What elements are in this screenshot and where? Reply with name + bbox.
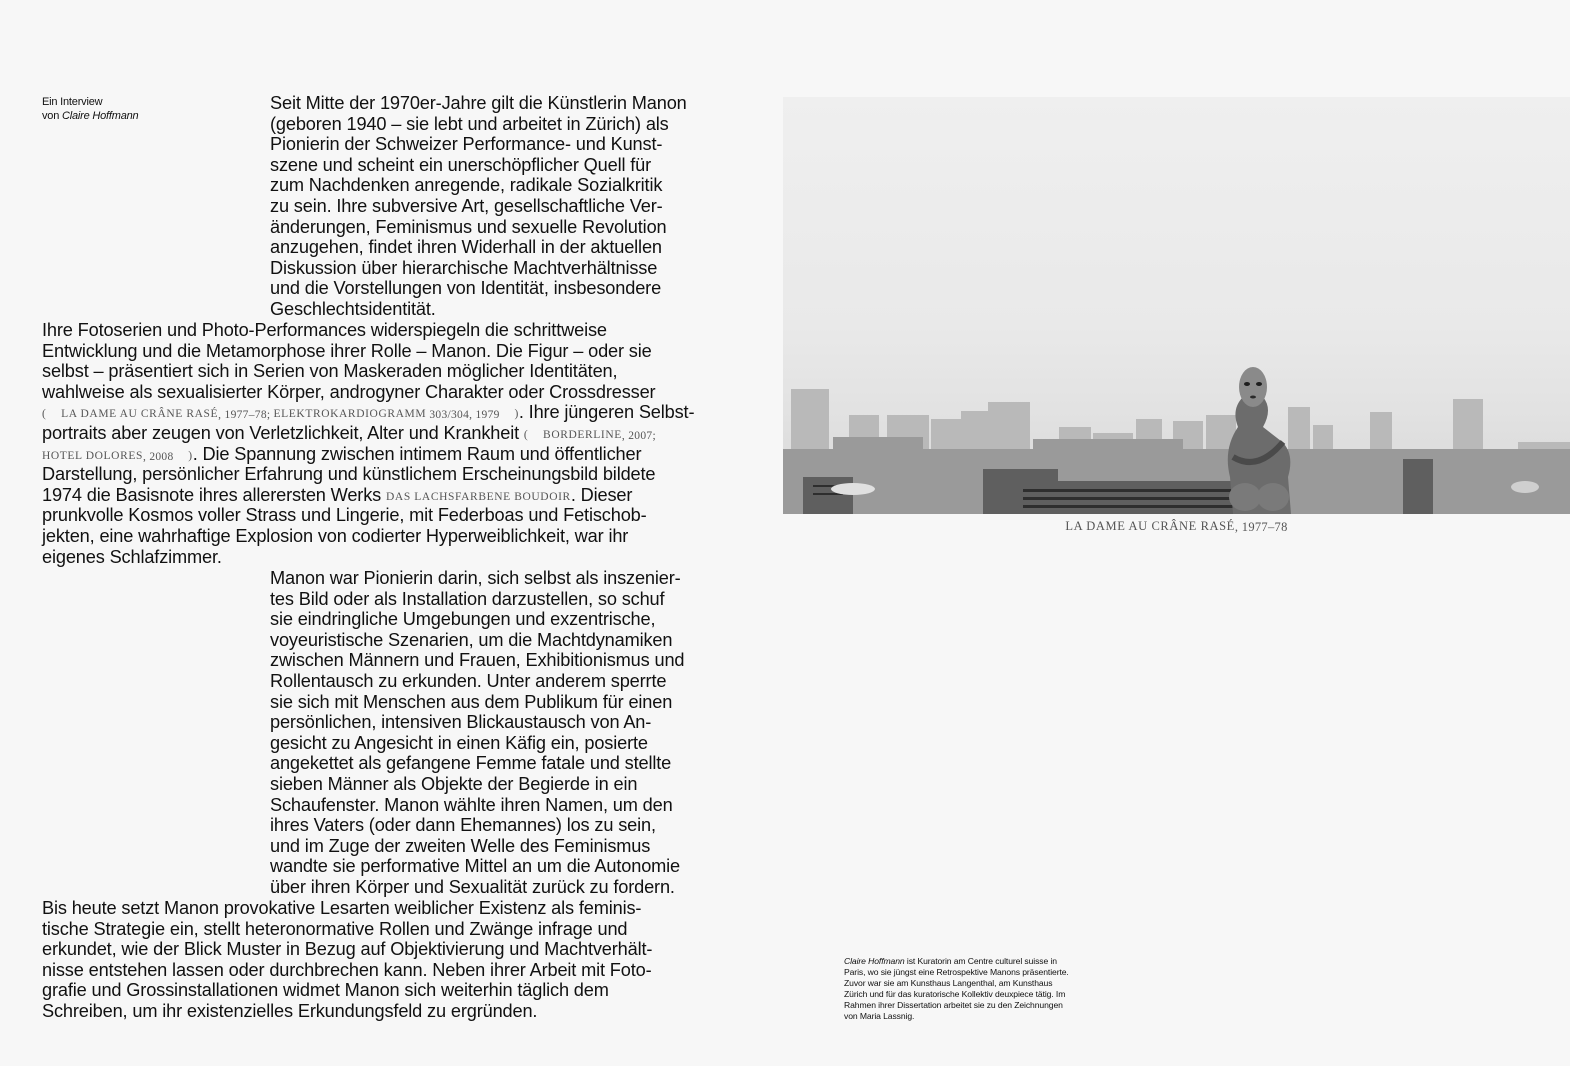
text-line: über ihren Körper und Sexualität zurück zu fordern. bbox=[270, 876, 675, 897]
text-line: Geschlechtsidentität. bbox=[270, 298, 436, 319]
text-line: Seit Mitte der 1970er-Jahre gilt die Künstlerin Manon bbox=[270, 93, 687, 113]
author-bio bbox=[844, 956, 1074, 1023]
text-line: erkundet, wie der Blick Muster in Bezug auf Objektivierung und Machtverhält- bbox=[42, 939, 653, 960]
text-line: Ihre Fotoserien und Photo-Performances widerspiegeln die schrittweise bbox=[42, 320, 607, 340]
text-line: sie sich mit Menschen aus dem Publikum für einen bbox=[270, 691, 673, 712]
text-line: Darstellung, persönlicher Erfahrung und künstlichem Erscheinungsbild bildete bbox=[42, 464, 656, 485]
ref-paren-open: ( bbox=[523, 428, 529, 441]
work-year: , 2007; bbox=[621, 429, 656, 442]
text-line: änderungen, Feminismus und sexuelle Revolution bbox=[270, 216, 667, 237]
text-line: und die Vorstellungen von Identität, insbesondere bbox=[270, 278, 662, 299]
text-line: Schaufenster. Manon wählte ihren Namen, um den bbox=[270, 794, 673, 815]
work-title-la-dame: LA DAME AU CRÂNE RASÉ bbox=[61, 408, 219, 421]
work-year: , 2008 bbox=[142, 450, 174, 463]
text-line: persönlichen, intensiven Blickaustausch von An- bbox=[270, 712, 652, 733]
work-year: 303/304, 1979 bbox=[426, 409, 500, 422]
city-skyline-image bbox=[783, 97, 1570, 514]
text-line bbox=[42, 485, 694, 506]
text-line bbox=[42, 444, 694, 465]
rooftop-vent bbox=[1511, 481, 1539, 493]
text-line: sieben Männer als Objekte der Begierde in ein bbox=[270, 773, 638, 794]
work-title-hotel-dolores: HOTEL DOLORES bbox=[42, 449, 143, 462]
text-line: gesicht zu Angesicht in einen Käfig ein, posierte bbox=[270, 732, 648, 753]
work-title-elektrokardiogramm: ELEKTROKARDIOGRAMM bbox=[273, 408, 427, 421]
text-line: und im Zuge der zweiten Welle des Feminismus bbox=[270, 835, 651, 856]
text-line: szene und scheint ein unerschöpflicher Quell für bbox=[270, 154, 652, 175]
text-line: tische Strategie ein, stellt heteronormative Rollen und Zwänge infrage und bbox=[42, 918, 628, 939]
text-line: jekten, eine wahrhaftige Explosion von codierter Hyperweiblichkeit, war ihr bbox=[42, 525, 629, 546]
photo-caption bbox=[783, 519, 1570, 535]
text-line: Manon war Pionierin darin, sich selbst als inszenier- bbox=[270, 568, 681, 588]
text-line: anzugehen, findet ihren Widerhall in der aktuellen bbox=[270, 237, 662, 258]
text-run: . Die Spannung zwischen intimem Raum und öffentlicher bbox=[192, 443, 642, 464]
text-line: Pionierin der Schweizer Performance- und Kunst- bbox=[270, 134, 663, 155]
text-line: Diskussion über hierarchische Machtverhältnisse bbox=[270, 257, 658, 278]
text-run: . Ihre jüngeren Selbst- bbox=[518, 402, 695, 423]
crouching-figure bbox=[1228, 367, 1291, 514]
text-line: wahlweise als sexualisierter Körper, androgyner Charakter oder Crossdresser bbox=[42, 381, 656, 402]
text-run: 1974 die Basisnote ihres allerersten Werks bbox=[42, 484, 382, 505]
ref-paren-close: ) bbox=[188, 449, 193, 462]
caption-title: LA DAME AU CRÂNE RASÉ bbox=[1065, 519, 1235, 533]
text-line: Schreiben, um ihr existenzielles Erkundungsfeld zu ergründen. bbox=[42, 1000, 538, 1021]
bio-text: ist Kuratorin am Centre culturel suisse in Paris, wo sie jüngst eine Retrospektive Manons präsentierte. Zuvor war sie am Kunsthaus Langenthal, am Kunsthaus Zürich und für das kuratorische Kollektiv deuxpiece tätig. Im Rahmen ihrer Dissertation arbeitet sie zu den Zeichnungen von Maria Lassnig. bbox=[844, 956, 1069, 1022]
byline-author-line bbox=[42, 109, 138, 123]
text-line: voyeuristische Szenarien, um die Machtdynamiken bbox=[270, 629, 673, 650]
work-title-borderline: BORDERLINE bbox=[543, 428, 622, 441]
text-line: ihres Vaters (oder dann Ehemannes) los zu sein, bbox=[270, 815, 656, 836]
text-line bbox=[42, 423, 694, 444]
byline-interview-label: Ein Interview bbox=[42, 96, 103, 108]
text-line: eigenes Schlafzimmer. bbox=[42, 546, 222, 567]
work-title-boudoir: DAS LACHSFARBENE BOUDOIR bbox=[386, 490, 571, 503]
text-line: Rollentausch zu erkunden. Unter anderem sperrte bbox=[270, 670, 667, 691]
article-paragraph-2 bbox=[42, 320, 694, 567]
bio-author-name: Claire Hoffmann bbox=[844, 956, 905, 966]
text-line: Entwicklung und die Metamorphose ihrer Rolle – Manon. Die Figur – oder sie bbox=[42, 340, 652, 361]
byline-prefix: von bbox=[42, 110, 62, 122]
work-year: , 1977–78; bbox=[218, 409, 274, 422]
text-line: zu sein. Ihre subversive Art, gesellschaftliche Ver- bbox=[270, 195, 663, 216]
text-line: selbst – präsentiert sich in Serien von Maskeraden möglicher Identitäten, bbox=[42, 361, 618, 382]
text-line: zwischen Männern und Frauen, Exhibitionismus und bbox=[270, 650, 685, 671]
text-line: tes Bild oder als Installation darzustellen, so schuf bbox=[270, 588, 665, 609]
text-line: prunkvolle Kosmos voller Strass und Lingerie, mit Federboas und Fetischob- bbox=[42, 505, 647, 526]
text-line: Bis heute setzt Manon provokative Lesarten weiblicher Existenz als feminis- bbox=[42, 898, 642, 918]
caption-year: , 1977–78 bbox=[1234, 520, 1288, 534]
text-line: angekettet als gefangene Femme fatale und stellte bbox=[270, 753, 672, 774]
text-line: wandte sie performative Mittel an um die Autonomie bbox=[270, 856, 681, 877]
text-line bbox=[42, 402, 694, 423]
article-paragraph-1 bbox=[270, 93, 687, 320]
ref-paren-open: ( bbox=[42, 408, 47, 421]
rooftop-vent bbox=[831, 483, 875, 495]
text-run: portraits aber zeugen von Verletzlichkeit, Alter und Krankheit bbox=[42, 422, 519, 443]
byline bbox=[42, 95, 138, 123]
ref-paren-close: ) bbox=[514, 408, 519, 421]
text-line: zum Nachdenken anregende, radikale Sozialkritik bbox=[270, 175, 663, 196]
byline-author: Claire Hoffmann bbox=[62, 110, 139, 122]
text-line: nisse entstehen lassen oder durchbrechen kann. Neben ihrer Arbeit mit Foto- bbox=[42, 959, 652, 980]
article-paragraph-3 bbox=[270, 568, 684, 898]
article-paragraph-4 bbox=[42, 898, 652, 1022]
photograph bbox=[783, 97, 1570, 514]
text-run: . Dieser bbox=[570, 484, 633, 505]
text-line: (geboren 1940 – sie lebt und arbeitet in Zürich) als bbox=[270, 113, 669, 134]
text-line: grafie und Grossinstallationen widmet Manon sich weiterhin täglich dem bbox=[42, 980, 609, 1001]
text-line: sie eindringliche Umgebungen und exzentrische, bbox=[270, 609, 656, 630]
